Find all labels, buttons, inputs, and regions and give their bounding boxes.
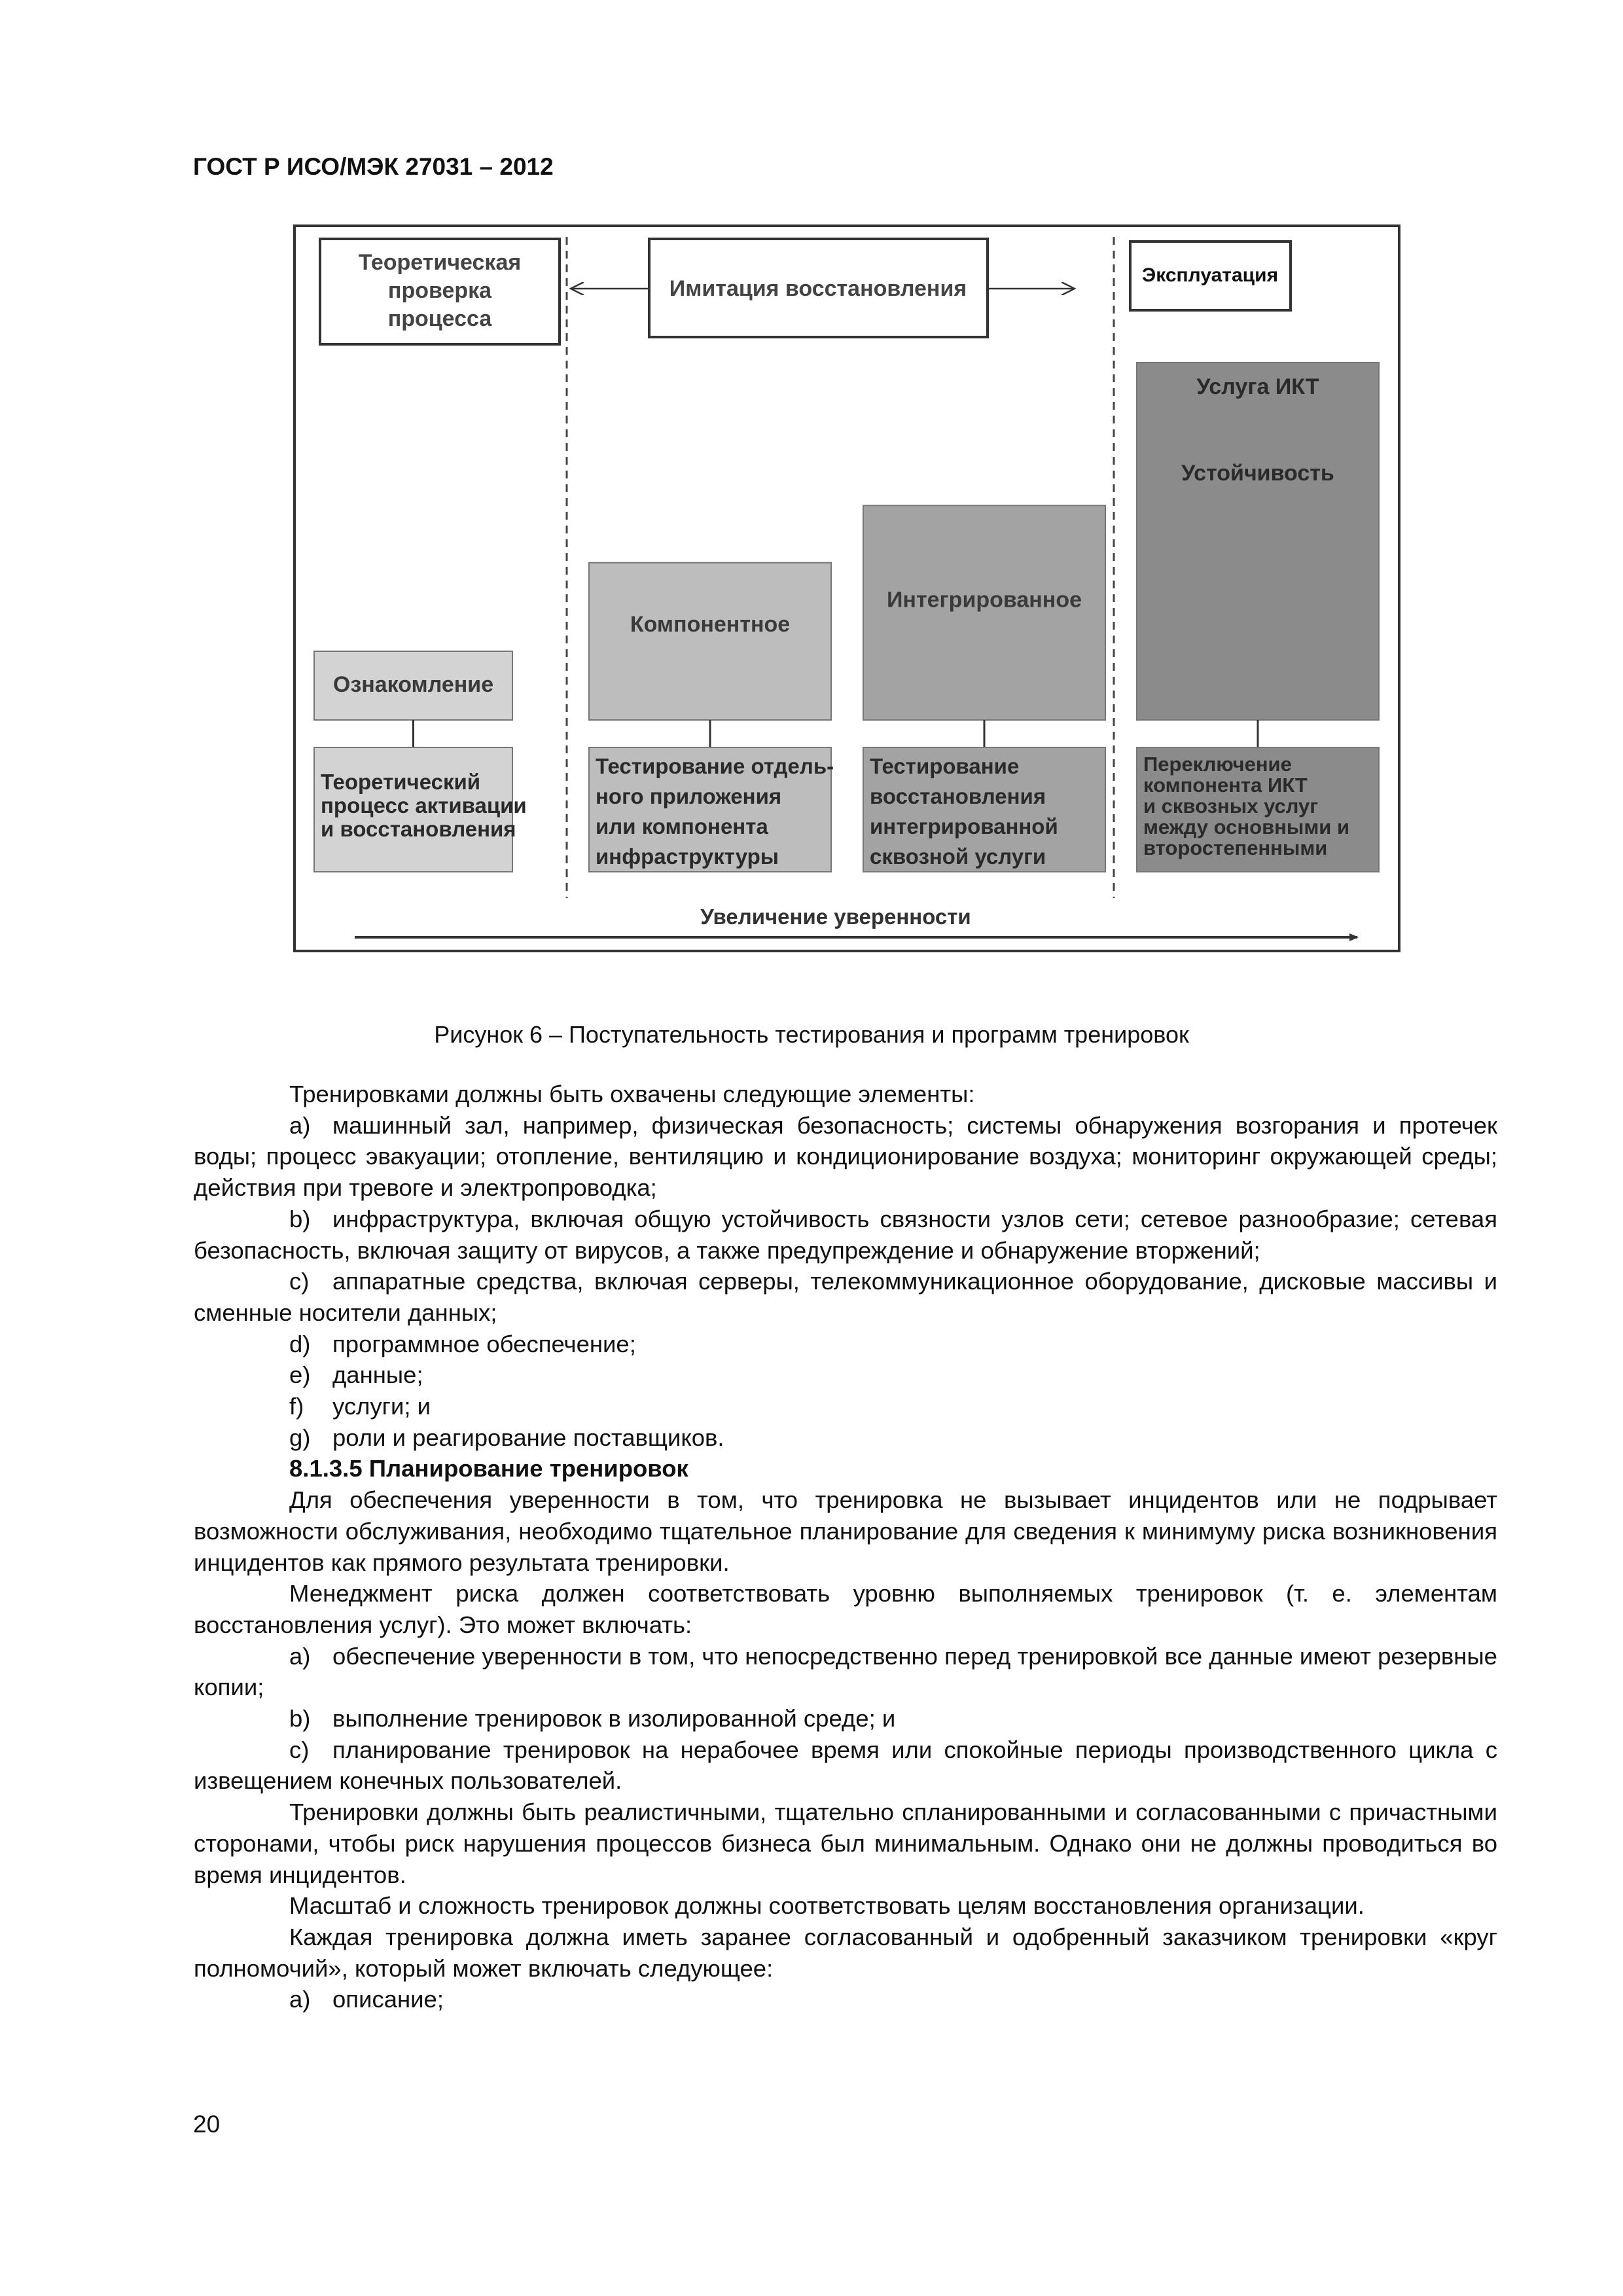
column-2 [589,563,834,872]
column-level-bar [863,505,1105,720]
column-description-line: второстепенными [1143,836,1328,859]
column-description-line: восстановления [870,784,1046,808]
column-level-bar [589,563,831,720]
paragraph: Масштаб и сложность тренировок должны соответствовать целям восстановления организации. [289,1892,1364,1920]
operation-label: Эксплуатация [1141,264,1279,286]
figure-testing-progression [293,224,1401,953]
column-title: Интегрированное [886,587,1082,613]
list-item [194,1329,1497,1360]
list-item-text: инфраструктура, включая общую устойчивость связности узлов сети; сетевое разнообразие; сетевая безопасность, включая защиту от вирусов, а также предупреждение и обнаружение вторжений; [194,1205,1497,1264]
list-item [194,1703,1497,1734]
paragraph: Для обеспечения уверенности в том, что тренировка не вызывает инцидентов или не подрывает возможности обслуживания, необходимо тщательное планирование для сведения к минимуму риска возникновения инцидентов как прямого результата тренировки. [194,1486,1497,1576]
column-description-line: ного приложения [596,784,782,808]
column-3 [863,505,1105,872]
list-item-text: аппаратные средства, включая серверы, телекоммуникационное оборудование, дисковые массивы и сменные носители данных; [194,1268,1497,1326]
list-item-text: услуги; и [332,1393,431,1420]
column-description-line: между основными и [1143,816,1349,838]
list-item-text: обеспечение уверенности в том, что непосредственно перед тренировкой все данные имеют резервные копии; [194,1642,1497,1701]
paragraph: Тренировки должны быть реалистичными, тщательно спланированными и согласованными с причастными сторонами, чтобы риск нарушения процессов бизнеса был минимальным. Однако они не должны проводиться во время инцидентов. [194,1799,1497,1888]
list-marker: c) [289,1736,310,1763]
diagram-svg [293,224,1401,953]
paragraph: Тренировками должны быть охвачены следующие элементы: [289,1081,975,1107]
document-header: ГОСТ Р ИСО/МЭК 27031 – 2012 [193,153,554,180]
column-1 [314,651,527,872]
column-description-line: Переключение [1143,753,1292,776]
list-marker: e) [289,1361,311,1389]
column-title: Ознакомление [332,672,494,697]
column-description-line: или компонента [596,814,768,838]
column-description-line: компонента ИКТ [1143,774,1308,797]
column-description-line: инфраструктуры [596,844,779,869]
list-item [194,1422,1497,1454]
list-item [194,1110,1497,1204]
list-item-text: планирование тренировок на нерабочее время или спокойные периоды производственного цикла с извещением конечных пользователей. [194,1736,1497,1795]
list-item [194,1734,1497,1797]
theoretical-check-line: проверка [387,278,492,303]
list-item-text: описание; [332,1986,444,2013]
paragraph: Каждая тренировка должна иметь заранее согласованный и одобренный заказчиком тренировки «круг полномочий», который может включать следующее: [194,1923,1497,1982]
list-item-text: данные; [332,1361,423,1389]
column-level-bar [1137,363,1379,720]
document-body [194,1079,1497,2015]
list-marker: c) [289,1268,310,1295]
column-description-line: и восстановления [321,817,516,841]
theoretical-check-line: Теоретическая [358,250,522,275]
list-item-text: роли и реагирование поставщиков. [332,1424,724,1451]
column-description-line: Тестирование [870,754,1020,778]
paragraph: Менеджмент риска должен соответствовать уровню выполняемых тренировок (т. е. элементам восстановления услуг). Это может включать: [194,1580,1497,1638]
column-description-line: сквозной услуги [870,844,1046,869]
list-marker: b) [289,1705,311,1732]
column-title: Компонентное [630,611,791,637]
list-marker: f) [289,1393,304,1420]
list-marker: a) [289,1642,311,1670]
theoretical-check-line: процесса [387,306,492,331]
confidence-arrow-label: Увеличение уверенности [700,905,971,929]
list-item [194,1641,1497,1703]
column-title: Услуга ИКТ [1196,374,1319,399]
column-description-line: и сквозных услуг [1143,795,1319,817]
list-item [194,1391,1497,1422]
column-subtitle: Устойчивость [1181,461,1334,486]
list-marker: d) [289,1330,311,1357]
list-item-text: машинный зал, например, физическая безопасность; системы обнаружения возгорания и протечек воды; процесс эвакуации; отопление, вентиляцию и кондиционирование воздуха; мониторинг окружающей среды; действия при тревоге и электропроводка; [194,1111,1497,1202]
list-item [194,1266,1497,1328]
figure-caption: Рисунок 6 – Поступательность тестирования и программ тренировок [434,1021,1189,1048]
column-description-line: интегрированной [870,814,1058,838]
list-marker: a) [289,1111,311,1139]
column-description-line: процесс активации [321,793,527,817]
list-marker: g) [289,1424,311,1451]
page-number: 20 [193,2111,221,2138]
list-item-text: выполнение тренировок в изолированной среде; и [332,1705,896,1732]
list-item [194,1359,1497,1391]
column-description-line: Теоретический [321,770,481,794]
column-4 [1137,363,1379,872]
list-item-text: программное обеспечение; [332,1330,636,1357]
simulation-label: Имитация восстановления [669,276,967,301]
section-heading: 8.1.3.5 Планирование тренировок [289,1455,688,1482]
list-item [194,1984,1497,2015]
list-item [194,1204,1497,1266]
list-marker: b) [289,1205,311,1232]
column-description-line: Тестирование отдель- [596,754,834,778]
list-marker: a) [289,1986,311,2013]
